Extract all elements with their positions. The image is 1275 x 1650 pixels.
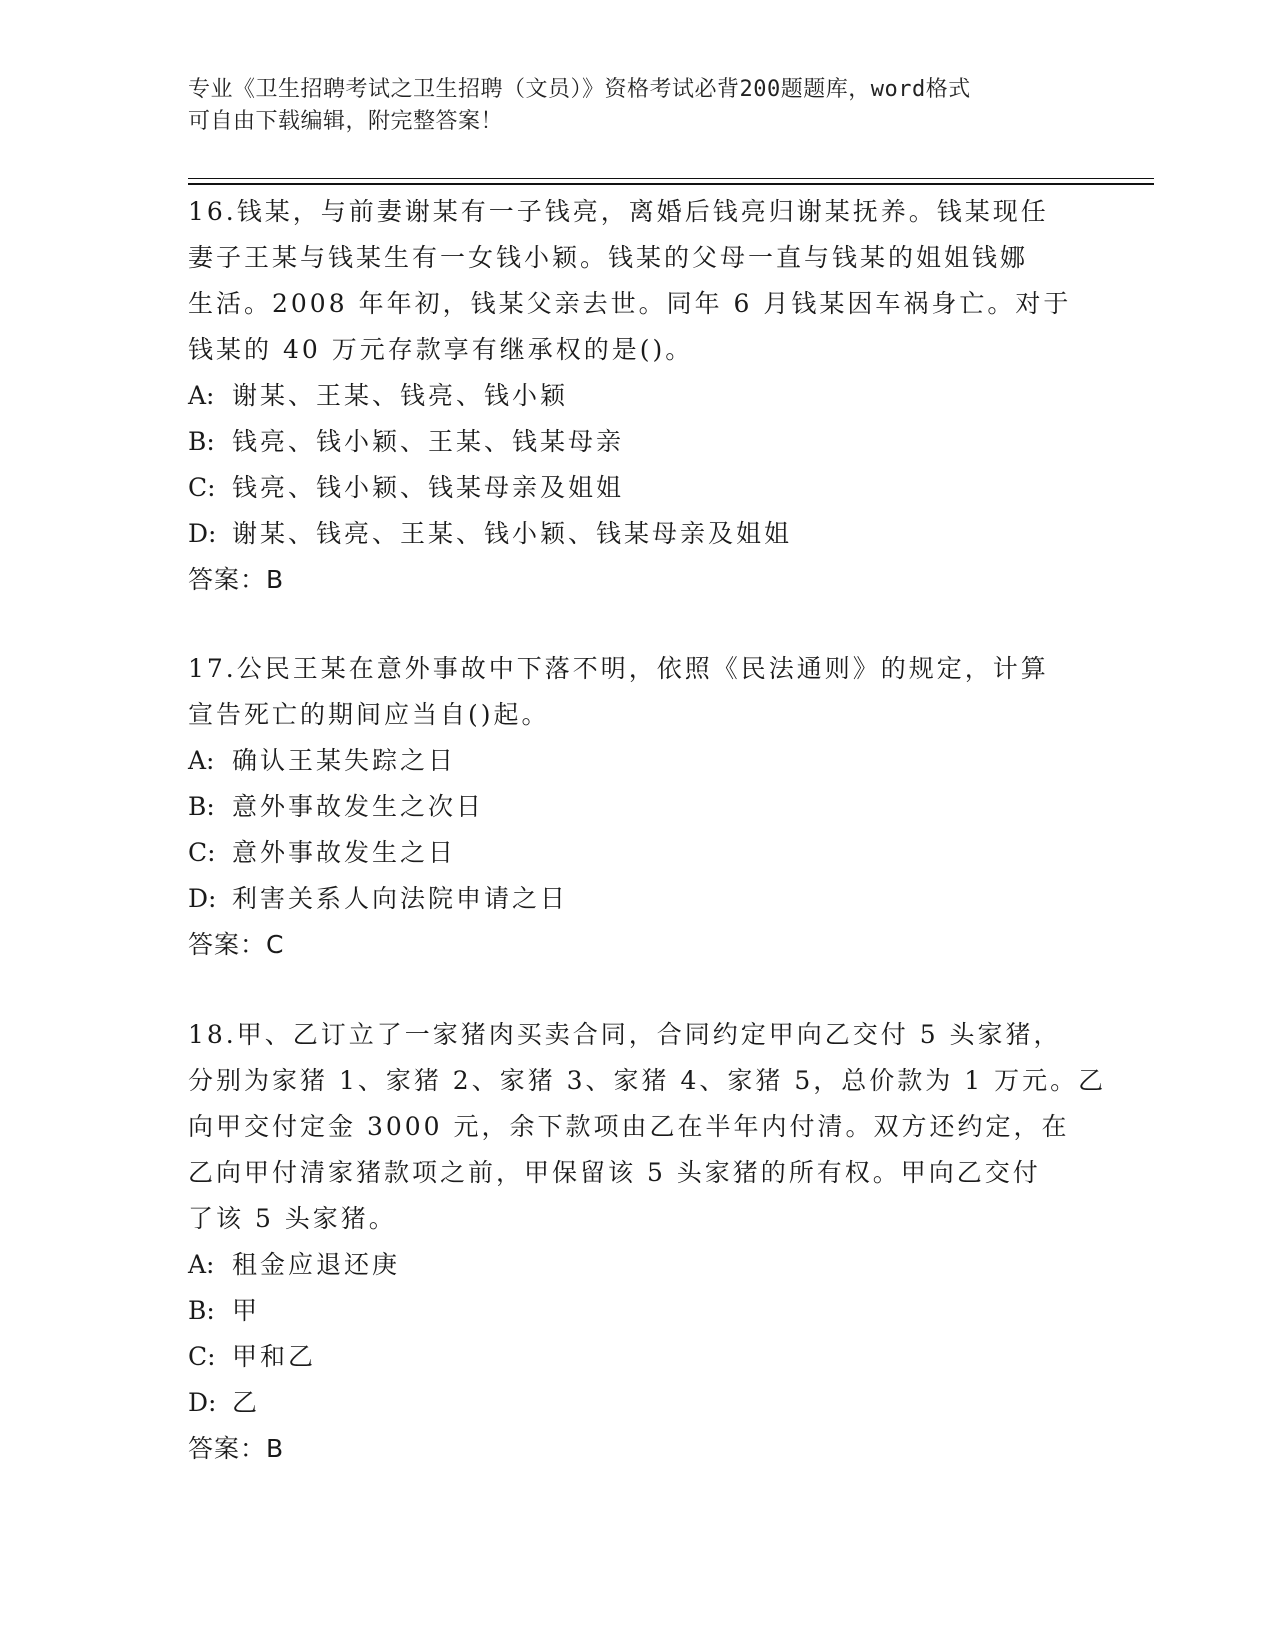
answer-label: 答案：B bbox=[188, 565, 285, 594]
question-stem-line: 17.公民王某在意外事故中下落不明，依照《民法通则》的规定，计算 bbox=[188, 654, 1049, 683]
option-text: 确认王某失踪之日 bbox=[232, 746, 457, 775]
option-text: 钱亮、钱小颖、王某、钱某母亲 bbox=[232, 427, 625, 456]
question-stem-line: 生活。2008 年年初，钱某父亲去世。同年 6 月钱某因车祸身亡。对于 bbox=[188, 289, 1072, 318]
question-18 bbox=[188, 1012, 1107, 1472]
question-stem-line: 18.甲、乙订立了一家猪肉买卖合同，合同约定甲向乙交付 5 头家猪， bbox=[188, 1020, 1062, 1049]
question-stem-line: 妻子王某与钱某生有一女钱小颖。钱某的父母一直与钱某的姐姐钱娜 bbox=[188, 243, 1029, 272]
option-key: A: bbox=[188, 746, 215, 775]
option-key: B: bbox=[188, 792, 215, 821]
option-b bbox=[188, 784, 1068, 830]
header-title-line-1: 专业《卫生招聘考试之卫生招聘（文员）》资格考试必背200题题库，word格式 bbox=[188, 77, 971, 102]
option-key: B: bbox=[188, 1296, 215, 1325]
header-divider-thin bbox=[188, 178, 1154, 179]
option-key: C: bbox=[188, 838, 216, 867]
question-stem-line: 宣告死亡的期间应当自()起。 bbox=[188, 700, 550, 729]
option-text: 钱亮、钱小颖、钱某母亲及姐姐 bbox=[232, 473, 625, 502]
option-key: C: bbox=[188, 1342, 216, 1371]
option-text: 意外事故发生之次日 bbox=[232, 792, 485, 821]
question-stem-line: 分别为家猪 1、家猪 2、家猪 3、家猪 4、家猪 5，总价款为 1 万元。乙 bbox=[188, 1066, 1107, 1095]
question-stem-line: 了该 5 头家猪。 bbox=[188, 1204, 397, 1233]
option-key: D: bbox=[188, 519, 217, 548]
option-c bbox=[188, 465, 1068, 511]
question-17 bbox=[188, 646, 1068, 968]
question-stem-line: 乙向甲付清家猪款项之前，甲保留该 5 头家猪的所有权。甲向乙交付 bbox=[188, 1158, 1041, 1187]
option-key: C: bbox=[188, 473, 216, 502]
question-stem-line: 钱某的 40 万元存款享有继承权的是()。 bbox=[188, 335, 694, 364]
question-stem-line: 16.钱某，与前妻谢某有一子钱亮，离婚后钱亮归谢某抚养。钱某现任 bbox=[188, 197, 1049, 226]
option-c bbox=[188, 830, 1068, 876]
option-d bbox=[188, 1380, 1068, 1426]
option-text: 利害关系人向法院申请之日 bbox=[232, 884, 569, 913]
option-d bbox=[188, 511, 1068, 557]
option-c bbox=[188, 1334, 1068, 1380]
option-d bbox=[188, 876, 1068, 922]
option-key: A: bbox=[188, 381, 215, 410]
option-key: D: bbox=[188, 1388, 217, 1417]
question-stem-line: 向甲交付定金 3000 元，余下款项由乙在半年内付清。双方还约定，在 bbox=[188, 1112, 1070, 1141]
option-text: 谢某、钱亮、王某、钱小颖、钱某母亲及姐姐 bbox=[232, 519, 793, 548]
header-title-line-2: 可自由下载编辑，附完整答案！ bbox=[188, 109, 504, 134]
document-header bbox=[188, 74, 1088, 138]
option-text: 租金应退还庚 bbox=[232, 1250, 401, 1279]
option-text: 甲 bbox=[232, 1296, 261, 1325]
option-a bbox=[188, 1242, 1068, 1288]
option-b bbox=[188, 1288, 1068, 1334]
option-a bbox=[188, 373, 1068, 419]
option-key: B: bbox=[188, 427, 215, 456]
option-text: 甲和乙 bbox=[232, 1342, 317, 1371]
option-b bbox=[188, 419, 1068, 465]
option-text: 意外事故发生之日 bbox=[232, 838, 457, 867]
answer-label: 答案：C bbox=[188, 930, 285, 959]
header-divider-thick bbox=[188, 183, 1154, 185]
answer-label: 答案：B bbox=[188, 1434, 285, 1463]
option-key: D: bbox=[188, 884, 217, 913]
option-text: 谢某、王某、钱亮、钱小颖 bbox=[232, 381, 569, 410]
option-text: 乙 bbox=[232, 1388, 261, 1417]
option-a bbox=[188, 738, 1068, 784]
question-16 bbox=[188, 189, 1072, 603]
option-key: A: bbox=[188, 1250, 215, 1279]
